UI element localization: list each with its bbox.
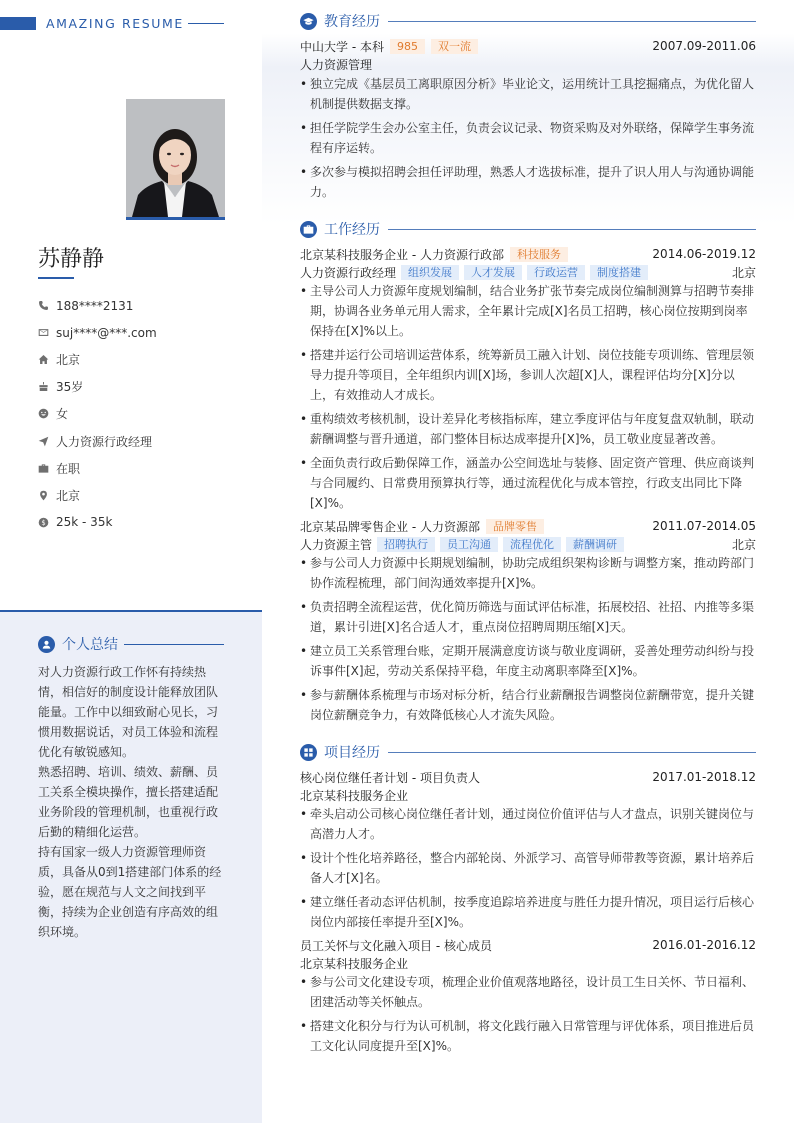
graduation-cap-icon [300, 13, 317, 30]
summary-divider [124, 644, 224, 645]
info-text: 人力资源行政经理 [56, 434, 153, 449]
skill-tag: 员工沟通 [440, 537, 498, 552]
svg-text:$: $ [41, 518, 46, 527]
bullet-item: • 搭建并运行公司培训运营体系，统筹新员工融入计划、岗位技能专项训练、管理层领导力提升等项目，全年组织内训[X]场，参训人次超[X]人，课程评估均分[X]分以上，有效推动人才成长。 [300, 345, 756, 405]
info-text: 188****2131 [56, 298, 134, 313]
bullet-item: • 负责招聘全流程运营，优化简历筛选与面试评估标准，拓展校招、社招、内推等多渠道，累计引进[X]名合适人才，重点岗位招聘周期压缩[X]天。 [300, 597, 756, 637]
profile-name: 苏静静 [38, 247, 105, 272]
briefcase-icon [300, 221, 317, 238]
work-bullets [300, 553, 756, 725]
bullet-item: • 牵头启动公司核心岗位继任者计划，通过岗位价值评估与人才盘点，识别关键岗位与高潜力人才。 [300, 804, 756, 844]
bullet-item: • 参与公司人力资源中长期规划编制，协助完成组织架构诊断与调整方案，推动跨部门协作流程梳理，部门间沟通效率提升[X]%。 [300, 553, 756, 593]
info-location [38, 482, 248, 509]
skill-tag: 行政运营 [527, 265, 585, 280]
school-tag: 双一流 [431, 39, 478, 54]
phone-icon [38, 300, 56, 311]
info-text: 北京 [56, 488, 81, 503]
info-home [38, 346, 248, 373]
info-age [38, 373, 248, 400]
industry-tag: 科技服务 [510, 247, 568, 262]
summary-paragraph: 持有国家一级人力资源管理师资质，具备从0到1搭建部门体系的经验，愿在规范与人文之间找到平衡，持续为企业创造有序高效的组织环境。 [38, 845, 222, 939]
position-name: 人力资源行政经理 [300, 265, 397, 280]
major-name: 人力资源管理 [300, 57, 373, 72]
education-date: 2007.09-2011.06 [652, 39, 756, 53]
skill-tag: 组织发展 [401, 265, 459, 280]
project-date: 2017.01-2018.12 [652, 770, 756, 784]
info-text: 在职 [56, 461, 81, 476]
work-company-row [300, 245, 756, 263]
work-item [300, 517, 756, 725]
work-date: 2014.06-2019.12 [652, 247, 756, 261]
projects-header [300, 741, 756, 763]
project-name: 员工关怀与文化融入项目 - 核心成员 [300, 938, 492, 953]
summary-title: 个人总结 [62, 637, 118, 653]
project-bullets [300, 804, 756, 932]
name-underline [38, 277, 74, 279]
skill-tag: 制度搭建 [590, 265, 648, 280]
location-pin-icon [38, 490, 56, 501]
info-email [38, 319, 248, 346]
projects-title: 项目经历 [324, 745, 380, 761]
work-city: 北京 [731, 537, 756, 552]
info-job-target [38, 427, 248, 454]
cake-icon [38, 381, 56, 392]
education-item [300, 37, 756, 202]
education-title: 教育经历 [324, 14, 380, 30]
projects-divider [388, 752, 756, 753]
info-text: 北京 [56, 353, 81, 368]
smile-icon [38, 408, 56, 419]
education-header [300, 10, 756, 32]
bullet-item: • 参与公司文化建设专项，梳理企业价值观落地路径，设计员工生日关怀、节日福利、团建活动等关怀触点。 [300, 972, 756, 1012]
position-name: 人力资源主管 [300, 537, 373, 552]
main-content [262, 0, 794, 1123]
project-row [300, 768, 756, 786]
project-bullets [300, 972, 756, 1056]
school-tag: 985 [390, 39, 425, 54]
bullet-item: • 多次参与模拟招聘会担任评助理，熟悉人才选拔标准，提升了识人用人与沟通协调能力。 [300, 162, 756, 202]
project-item [300, 936, 756, 1056]
project-org: 北京某科技服务企业 [300, 788, 409, 803]
info-salary [38, 509, 248, 536]
work-header [300, 218, 756, 240]
info-phone [38, 292, 248, 319]
summary-text [38, 662, 224, 942]
work-title: 工作经历 [324, 222, 380, 238]
send-icon [38, 436, 56, 447]
work-position-row [300, 535, 756, 553]
project-org: 北京某科技服务企业 [300, 956, 409, 971]
project-row [300, 936, 756, 954]
main-inner [300, 10, 756, 1060]
project-org-row [300, 786, 756, 804]
info-text: suj****@***.com [56, 325, 157, 340]
project-name: 核心岗位继任者计划 - 项目负责人 [300, 770, 480, 785]
info-gender [38, 400, 248, 427]
user-icon [38, 636, 55, 653]
industry-tag: 品牌零售 [486, 519, 544, 534]
work-item [300, 245, 756, 513]
brand-bar [0, 17, 36, 30]
work-bullets [300, 281, 756, 513]
summary-paragraph: 熟悉招聘、培训、绩效、薪酬、员工关系全模块操作，擅长搭建适配业务阶段的管理机制，也重视行政后勤的精细化运营。 [38, 765, 219, 839]
company-name: 北京某科技服务企业 - 人力资源行政部 [300, 247, 504, 262]
project-date: 2016.01-2016.12 [652, 938, 756, 952]
bullet-item: • 重构绩效考核机制，设计差异化考核指标库，建立季度评估与年度复盘双轨制，联动薪酬调整与晋升通道，部门整体目标达成率提升[X]%，员工敬业度显著改善。 [300, 409, 756, 449]
company-name: 北京某品牌零售企业 - 人力资源部 [300, 519, 480, 534]
bullet-item: • 建立员工关系管理台账，定期开展满意度访谈与敬业度调研，妥善处理劳动纠纷与投诉事件[X]起，劳动关系保持平稳，年度主动离职率降至[X]%。 [300, 641, 756, 681]
bullet-item: • 担任学院学生会办公室主任，负责会议记录、物资采购及对外联络，保障学生事务流程有序运转。 [300, 118, 756, 158]
info-text: 35岁 [56, 380, 84, 395]
brand-divider [188, 23, 224, 24]
grid-icon [300, 744, 317, 761]
bullet-item: • 独立完成《基层员工离职原因分析》毕业论文，运用统计工具挖掘痛点，为优化留人机制提供数据支撑。 [300, 74, 756, 114]
home-icon [38, 354, 56, 365]
brand-text: AMAZING RESUME [46, 16, 184, 31]
info-text: 25k - 35k [56, 515, 113, 530]
bullet-item: • 主导公司人力资源年度规划编制，结合业务扩张节奏完成岗位编制测算与招聘节奏排期，协调各业务单元用人需求，全年累计完成[X]名员工招聘，核心岗位按期到岗率保持在[X]%以上。 [300, 281, 756, 341]
dollar-icon [38, 517, 56, 528]
skill-tag: 薪酬调研 [566, 537, 624, 552]
sidebar [0, 0, 262, 1123]
profile-photo [126, 99, 225, 220]
info-status [38, 455, 248, 482]
work-position-row [300, 263, 756, 281]
summary-header [38, 634, 224, 654]
bullet-item: • 全面负责行政后勤保障工作，涵盖办公空间选址与装修、固定资产管理、供应商谈判与合同履约、日常费用预算执行等，通过流程优化与成本管控，行政支出同比下降[X]%。 [300, 453, 756, 513]
mail-icon [38, 327, 56, 338]
school-name: 中山大学 - 本科 [300, 39, 384, 54]
skill-tag: 流程优化 [503, 537, 561, 552]
project-item [300, 768, 756, 932]
education-bullets [300, 74, 756, 202]
bullet-item: • 参与薪酬体系梳理与市场对标分析，结合行业薪酬报告调整岗位薪酬带宽，提升关键岗位薪酬竞争力，有效降低核心人才流失风险。 [300, 685, 756, 725]
work-date: 2011.07-2014.05 [652, 519, 756, 533]
work-city: 北京 [731, 265, 756, 280]
briefcase-icon [38, 463, 56, 474]
work-divider [388, 229, 756, 230]
bullet-item: • 设计个性化培养路径，整合内部轮岗、外派学习、高管导师带教等资源，累计培养后备人才[X]名。 [300, 848, 756, 888]
skill-tag: 招聘执行 [377, 537, 435, 552]
contact-info-list [38, 292, 248, 536]
education-row [300, 37, 756, 55]
skill-tag: 人才发展 [464, 265, 522, 280]
major-row [300, 55, 756, 73]
bullet-item: • 建立继任者动态评估机制，按季度追踪培养进度与胜任力提升情况，项目运行后核心岗位内部接任率提升至[X]%。 [300, 892, 756, 932]
bullet-item: • 搭建文化积分与行为认可机制，将文化践行融入日常管理与评优体系，项目推进后员工文化认同度提升至[X]%。 [300, 1016, 756, 1056]
work-company-row [300, 517, 756, 535]
education-divider [388, 21, 756, 22]
project-org-row [300, 954, 756, 972]
info-text: 女 [56, 407, 69, 422]
summary-paragraph: 对人力资源行政工作怀有持续热情，相信好的制度设计能释放团队能量。工作中以细致耐心见长，习惯用数据说话，对员工体验和流程优化有敏锐感知。 [38, 665, 219, 759]
